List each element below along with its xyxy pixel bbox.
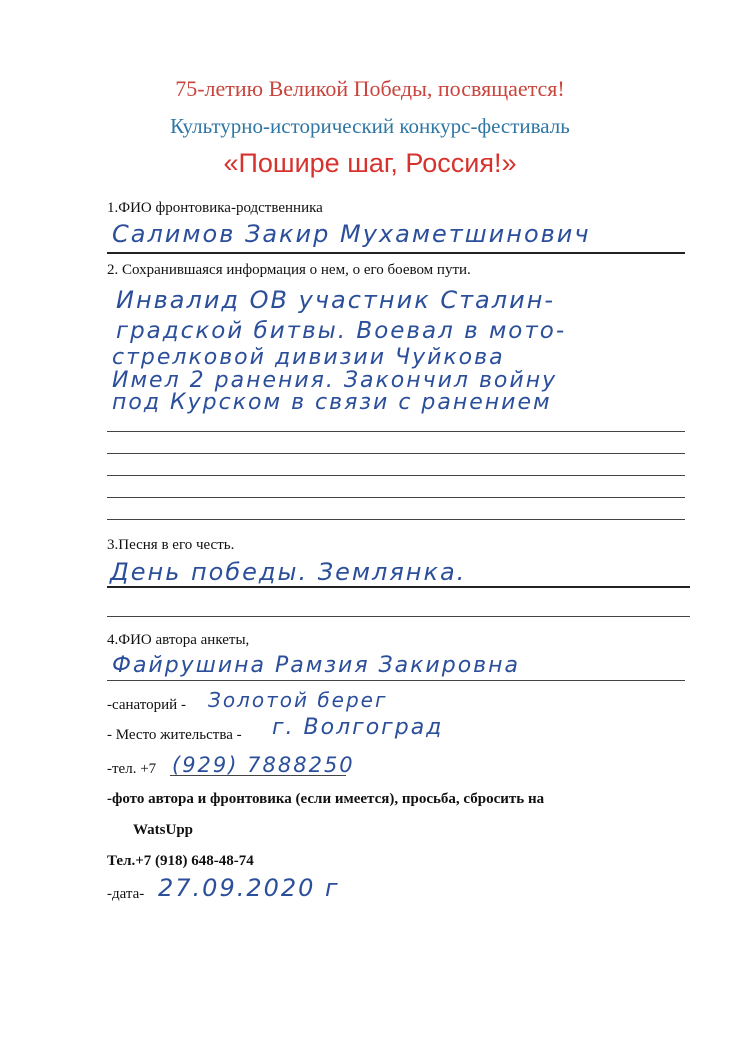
header-line-1: 75-летию Великой Победы, посвящается! xyxy=(175,76,565,101)
section3-line-2 xyxy=(107,616,690,617)
section2-answer-line-1: Инвалид ОВ участник Сталин- xyxy=(116,286,556,314)
section2-line-3 xyxy=(107,475,685,476)
section3-line-1 xyxy=(107,586,690,588)
sanatorium-label: -санаторий - xyxy=(107,697,186,713)
section4-answer: Файрушина Рамзия Закировна xyxy=(112,653,520,678)
phone-line xyxy=(170,775,346,776)
residence-value: г. Волгоград xyxy=(272,715,444,740)
section4-line xyxy=(107,680,685,681)
section2-answer-line-5: под Курском в связи с ранением xyxy=(112,390,552,415)
date-value: 27.09.2020 г xyxy=(158,874,340,902)
section2-line-1 xyxy=(107,431,685,432)
section2-answer-line-2: градской битвы. Воевал в мото- xyxy=(116,318,567,344)
section1-answer: Салимов Закир Мухаметшинович xyxy=(112,220,591,248)
section2-line-5 xyxy=(107,519,685,520)
section3-label: 3.Песня в его честь. xyxy=(107,537,235,553)
phone-value: (929) 7888250 xyxy=(172,753,355,777)
section4-label: 4.ФИО автора анкеты, xyxy=(107,632,250,648)
header-title: «Пошире шаг, Россия!» xyxy=(223,148,517,178)
section2-line-4 xyxy=(107,497,685,498)
section1-label: 1.ФИО фронтовика-родственника xyxy=(107,200,323,216)
header-line-2: Культурно-исторический конкурс-фестиваль xyxy=(170,114,570,138)
section2-line-2 xyxy=(107,453,685,454)
section2-answer-line-3: стрелковой дивизии Чуйкова xyxy=(112,345,505,370)
sanatorium-value: Золотой берег xyxy=(208,688,388,712)
section2-label: 2. Сохранившаяся информация о нем, о его боевом пути. xyxy=(107,262,471,278)
section2-answer-line-4: Имел 2 ранения. Закончил войну xyxy=(112,368,558,393)
phone-label: -тел. +7 xyxy=(107,761,157,777)
photo-note: -фото автора и фронтовика (если имеется), просьба, сбросить на xyxy=(107,791,545,807)
section1-line xyxy=(107,252,685,254)
residence-label: - Место жительства - xyxy=(107,727,242,743)
contact-phone: Тел.+7 (918) 648-48-74 xyxy=(107,853,254,869)
section3-answer: День победы. Землянка. xyxy=(110,558,467,586)
date-label: -дата- xyxy=(107,886,145,902)
messenger-name: WatsUpp xyxy=(133,822,194,838)
